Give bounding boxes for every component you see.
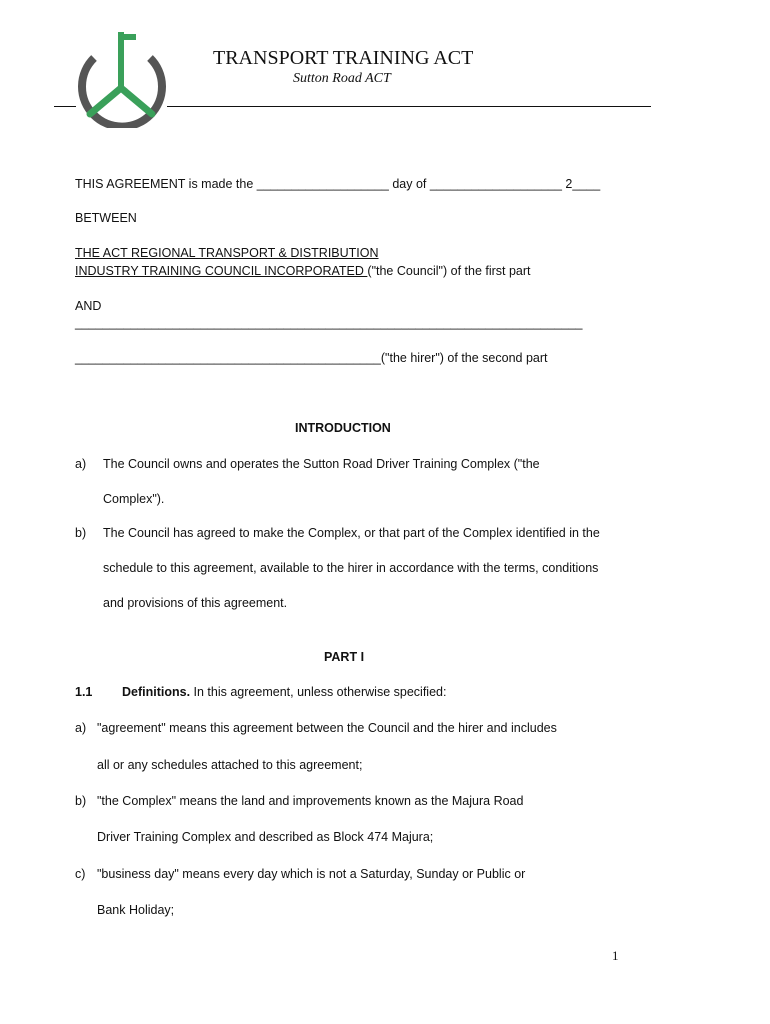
intro-b-marker: b) bbox=[75, 526, 87, 540]
part1-heading: PART I bbox=[324, 650, 365, 664]
def-c-line2: Bank Holiday; bbox=[97, 903, 175, 917]
clause-number: 1.1 bbox=[75, 685, 93, 699]
and-label: AND bbox=[75, 299, 102, 313]
council-name-line2 bbox=[75, 264, 531, 278]
header-rule-left bbox=[54, 106, 76, 107]
clause-title: Definitions. bbox=[122, 685, 191, 699]
def-b-line2: Driver Training Complex and described as Block 474 Majura; bbox=[97, 830, 434, 844]
header-rule-right bbox=[167, 106, 651, 107]
def-c-line1: "business day" means every day which is not a Saturday, Sunday or Public or bbox=[97, 867, 526, 881]
council-name-text: INDUSTRY TRAINING COUNCIL INCORPORATED bbox=[75, 264, 368, 278]
def-b-marker: b) bbox=[75, 794, 87, 808]
page-number: 1 bbox=[612, 948, 619, 963]
council-name-line1: THE ACT REGIONAL TRANSPORT & DISTRIBUTION bbox=[75, 246, 379, 260]
hirer-line bbox=[75, 351, 548, 365]
document-subtitle: Sutton Road ACT bbox=[293, 71, 391, 86]
intro-b-line1: The Council has agreed to make the Complex, or that part of the Complex identified in the bbox=[103, 526, 600, 540]
logo bbox=[74, 28, 170, 128]
council-part-text: ("the Council") of the first part bbox=[367, 264, 531, 278]
clause-definitions bbox=[122, 685, 446, 699]
clause-text: In this agreement, unless otherwise specified: bbox=[190, 685, 447, 699]
between-label: BETWEEN bbox=[75, 211, 137, 225]
logo-emblem-icon bbox=[74, 28, 170, 128]
hirer-blank: ____________________________________________ bbox=[75, 351, 381, 365]
def-b-line1: "the Complex" means the land and improvements known as the Majura Road bbox=[97, 794, 524, 808]
def-a-line1: "agreement" means this agreement between the Council and the hirer and includes bbox=[97, 721, 557, 735]
intro-b-line2: schedule to this agreement, available to the hirer in accordance with the terms, conditions bbox=[103, 561, 599, 575]
def-c-marker: c) bbox=[75, 867, 86, 881]
document-title: TRANSPORT TRAINING ACT bbox=[213, 47, 474, 69]
hirer-part-text: ("the hirer") of the second part bbox=[380, 351, 548, 365]
def-a-marker: a) bbox=[75, 721, 87, 735]
def-a-line2: all or any schedules attached to this agreement; bbox=[97, 758, 363, 772]
agreement-date-line: THIS AGREEMENT is made the ___________________ day of ___________________ 2____ bbox=[75, 177, 601, 191]
introduction-heading: INTRODUCTION bbox=[295, 421, 391, 435]
hirer-blank-line: _________________________________________________________________________ bbox=[75, 316, 583, 330]
intro-a-line1: The Council owns and operates the Sutton Road Driver Training Complex ("the bbox=[103, 457, 540, 471]
intro-a-marker: a) bbox=[75, 457, 87, 471]
intro-a-line2: Complex"). bbox=[103, 492, 165, 506]
intro-b-line3: and provisions of this agreement. bbox=[103, 596, 288, 610]
